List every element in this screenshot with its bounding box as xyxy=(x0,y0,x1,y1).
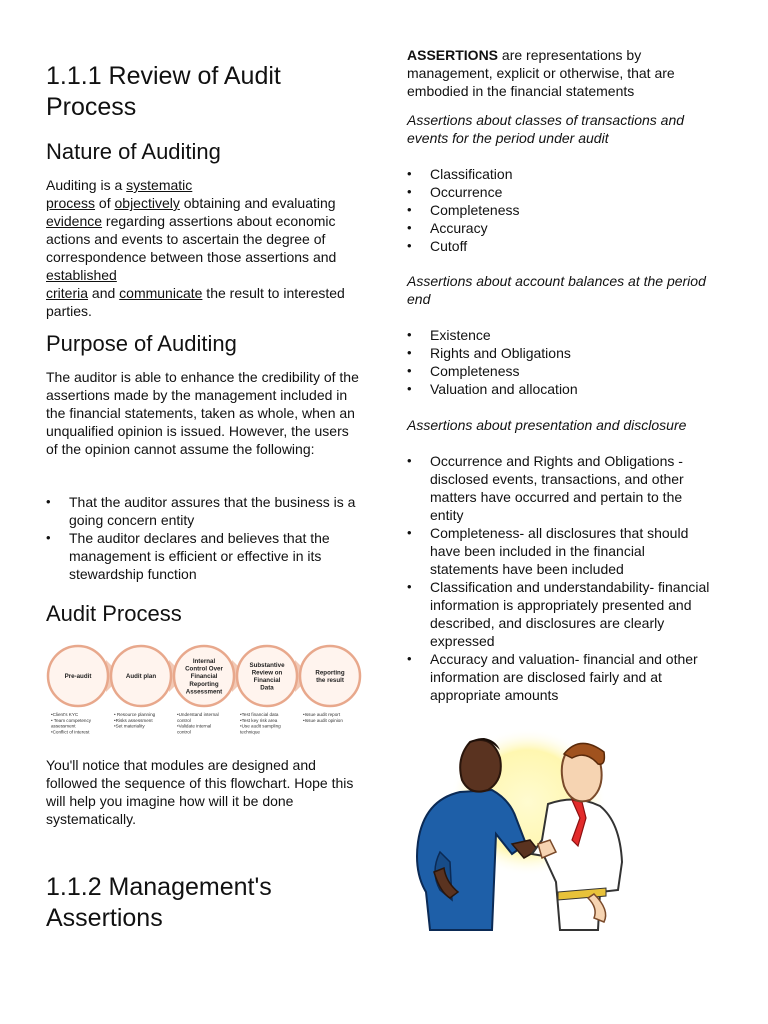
flow-step-title: Review on xyxy=(251,669,283,677)
link-criteria: criteria xyxy=(46,285,89,301)
assertions-term: ASSERTIONS xyxy=(407,47,499,63)
flow-step-item: •Issue audit opinion xyxy=(303,717,343,723)
list-item: • Completeness xyxy=(407,362,717,380)
handshake-illustration xyxy=(400,722,640,934)
list-item: • Completeness xyxy=(407,201,717,219)
list-item: • Classification xyxy=(407,165,717,183)
flow-step-title: Data xyxy=(260,684,274,692)
link-established: established xyxy=(46,267,117,283)
section-title-review: 1.1.1 Review of Audit Process xyxy=(46,62,281,121)
heading-nature: Nature of Auditing xyxy=(46,139,221,164)
flow-step-title: Audit plan xyxy=(125,673,157,681)
group-list-disclosure xyxy=(407,452,712,704)
group-heading: Assertions about classes of transactions and events for the period under audit xyxy=(407,112,685,146)
list-item: • Existence xyxy=(407,326,717,344)
purpose-list xyxy=(46,493,356,583)
flow-step-item: assessment xyxy=(51,723,76,729)
flow-step-title: Substantive xyxy=(249,661,285,669)
group-list-balances xyxy=(407,326,717,398)
flow-step-item: •Test key risk area xyxy=(240,717,278,723)
list-item: • Valuation and allocation xyxy=(407,380,717,398)
group-list-transactions xyxy=(407,165,717,255)
flow-step-title: Financial xyxy=(190,673,218,681)
flow-step-item: •Use audit sampling xyxy=(240,723,281,729)
assertions-intro: ASSERTIONS are representations by management, explicit or otherwise, that are embodied in the financial statements xyxy=(407,47,675,99)
purpose-paragraph: The auditor is able to enhance the credibility of the assertions made by the management included in the financial statements, taken as whole, when an unqualified opinion is issued. However, the users of the opinion cannot assume the following: xyxy=(46,369,359,457)
flow-step xyxy=(300,646,360,723)
flow-step-title: Assessment xyxy=(185,688,223,696)
flow-step-title: Reporting xyxy=(189,680,219,688)
section-title-assertions: 1.1.2 Management's Assertions xyxy=(46,873,272,932)
flow-step-item: •Understand internal xyxy=(177,712,219,717)
flow-step-item: •Conflict of interest xyxy=(51,729,90,735)
flow-step xyxy=(48,646,122,734)
flow-step-item: • Resource planning xyxy=(114,712,156,717)
heading-purpose: Purpose of Auditing xyxy=(46,331,237,356)
list-item: • Occurrence and Rights and Obligations - disclosed events, transactions, and other matters have occurred and pertain to the entity xyxy=(407,452,712,524)
flow-step-item: •Issue audit report xyxy=(303,712,341,717)
flowchart-note: You'll notice that modules are designed and followed the sequence of this flowchart. Hope this will help you imagine how will it be done systematically. xyxy=(46,757,354,827)
flow-step-item: •Set materiality xyxy=(114,723,145,729)
nature-paragraph: Auditing is a systematic process of objectively obtaining and evaluating evidence regarding assertions about economic actions and events to ascertain the degree of correspondence between those assertions and established criteria and communicate the result to interested parties. xyxy=(46,177,345,319)
heading-audit-process: Audit Process xyxy=(46,601,182,626)
link-systematic: systematic xyxy=(126,177,193,193)
flow-step-item: •Risks assessment xyxy=(114,717,153,723)
list-item: • Occurrence xyxy=(407,183,717,201)
list-item: • Accuracy and valuation- financial and other information are disclosed fairly and at appropriate amounts xyxy=(407,650,712,704)
flow-step-item: •Client's KYC xyxy=(51,712,79,717)
flow-step-item: •Test financial data xyxy=(240,712,279,717)
link-communicate: communicate xyxy=(119,285,203,301)
flow-step-title: Control Over xyxy=(185,665,223,673)
list-item: • Completeness- all disclosures that should have been included in the financial statements have been included xyxy=(407,524,712,578)
flow-step-item: control xyxy=(177,729,191,735)
flow-step-title: Financial xyxy=(253,677,281,684)
group-heading: Assertions about presentation and disclosure xyxy=(407,417,687,433)
flow-step xyxy=(174,646,248,734)
flow-step-item: technique xyxy=(240,729,260,735)
flow-step-item: control xyxy=(177,717,191,723)
flow-step-item: •Validate internal xyxy=(177,723,212,729)
list-item: • The auditor declares and believes that the management is efficient or effective in its stewardship function xyxy=(46,529,356,583)
list-item: • Classification and understandability- financial information is appropriately presented and described, and disclosures are clearly expressed xyxy=(407,578,712,650)
link-evidence: evidence xyxy=(46,213,103,229)
flow-step-title: Internal xyxy=(192,658,216,665)
flow-step xyxy=(237,646,311,734)
flow-step-item: • Team competency xyxy=(51,717,92,723)
flow-step-title: the result xyxy=(316,677,344,684)
flow-step-title: Pre-audit xyxy=(64,673,92,681)
flow-step-title: Reporting xyxy=(315,669,345,677)
group-heading: Assertions about account balances at the period end xyxy=(407,273,706,307)
list-item: • Accuracy xyxy=(407,219,717,237)
list-item: • Cutoff xyxy=(407,237,717,255)
list-item: • That the auditor assures that the business is a going concern entity xyxy=(46,493,356,529)
audit-process-flowchart xyxy=(46,640,368,740)
flow-step xyxy=(111,646,185,729)
link-process: process xyxy=(46,195,96,211)
list-item: • Rights and Obligations xyxy=(407,344,717,362)
link-objectively: objectively xyxy=(114,195,180,211)
